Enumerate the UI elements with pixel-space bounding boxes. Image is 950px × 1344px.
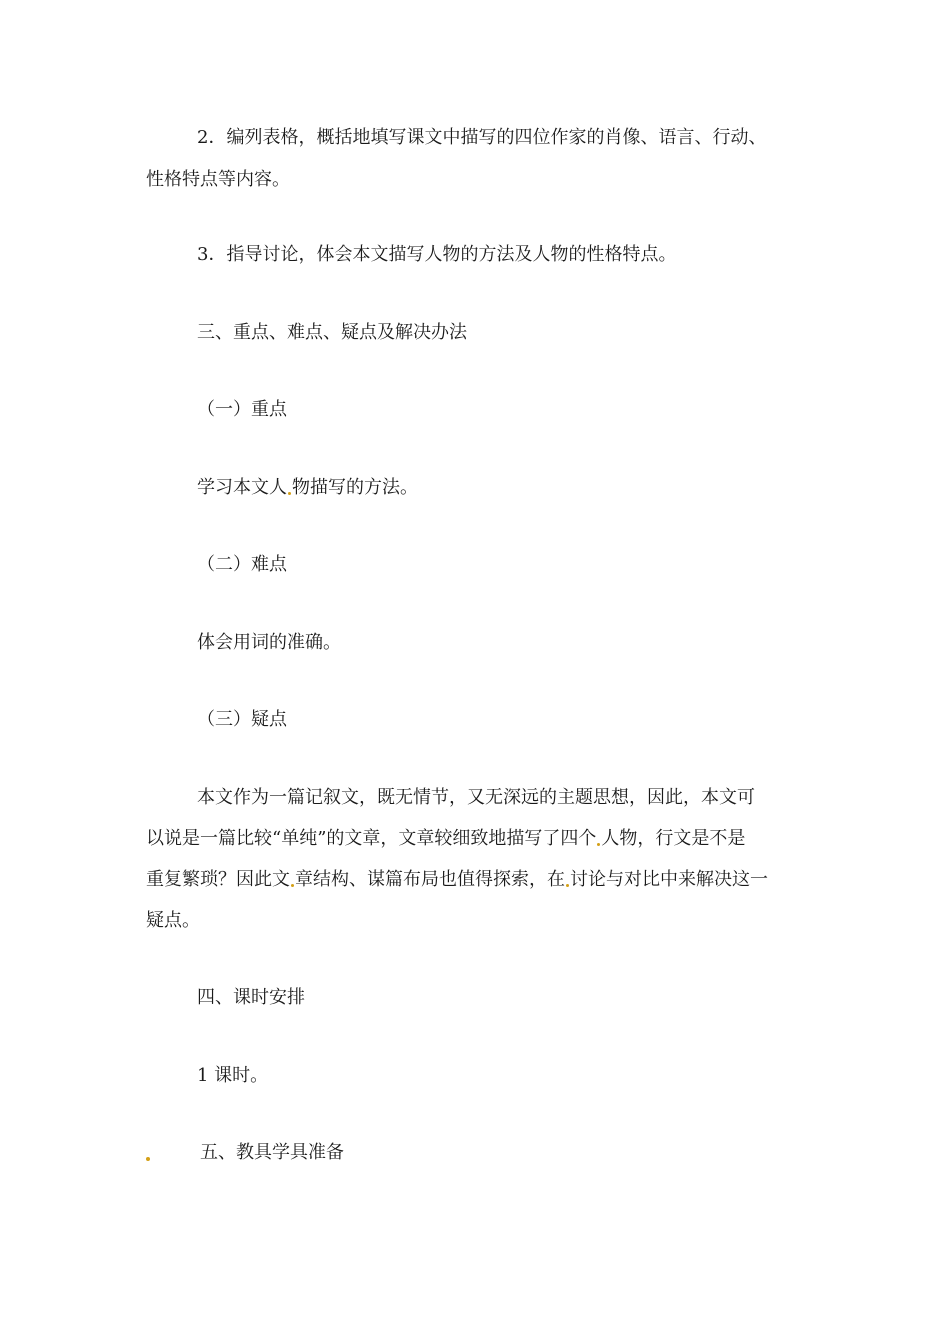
sub-3-line-2-part-a: 以说是一篇比较“单纯”的文章，文章较细致地描写了四个 [146, 828, 597, 849]
sub-1-body-part-a: 学习本文人 [197, 477, 287, 498]
sub-1-body-part-b: 物描写的方法。 [292, 477, 418, 498]
sub-2-heading: （二）难点 [197, 554, 287, 575]
sub-3-line-3-part-b: 章结构、谋篇布局也值得探索，在 [295, 869, 565, 890]
section-4-heading: 四、课时安排 [197, 987, 305, 1008]
item-3: 3．指导讨论，体会本文描写人物的方法及人物的性格特点。 [197, 244, 677, 265]
annotation-dot-icon [566, 884, 569, 887]
sub-3-heading: （三）疑点 [197, 709, 287, 730]
annotation-dot-icon [146, 1157, 150, 1161]
item-2-line-2: 性格特点等内容。 [146, 169, 290, 190]
sub-3-line-3-part-a: 重复繁琐？因此文 [146, 869, 290, 890]
sub-1-heading: （一）重点 [197, 399, 287, 420]
annotation-dot-icon [288, 492, 291, 495]
annotation-dot-icon [291, 884, 294, 887]
sub-3-line-1: 本文作为一篇记叙文，既无情节，又无深远的主题思想，因此，本文可 [197, 787, 755, 808]
item-2-line-1: 2．编列表格，概括地填写课文中描写的四位作家的肖像、语言、行动、 [197, 127, 767, 148]
sub-3-line-3-part-c: 讨论与对比中来解决这一 [570, 869, 768, 890]
sub-3-line-4: 疑点。 [146, 910, 200, 931]
section-4-body: 1 课时。 [197, 1065, 269, 1086]
sub-3-line-3 [146, 870, 768, 890]
sub-2-body: 体会用词的准确。 [197, 632, 341, 653]
section-3-heading: 三、重点、难点、疑点及解决办法 [197, 322, 467, 343]
section-5-heading: 五、教具学具准备 [200, 1142, 344, 1163]
sub-3-line-2-part-b: 人物，行文是不是 [601, 828, 746, 849]
sub-3-line-2 [146, 829, 745, 849]
sub-1-body [197, 478, 418, 498]
annotation-dot-icon [597, 843, 600, 846]
